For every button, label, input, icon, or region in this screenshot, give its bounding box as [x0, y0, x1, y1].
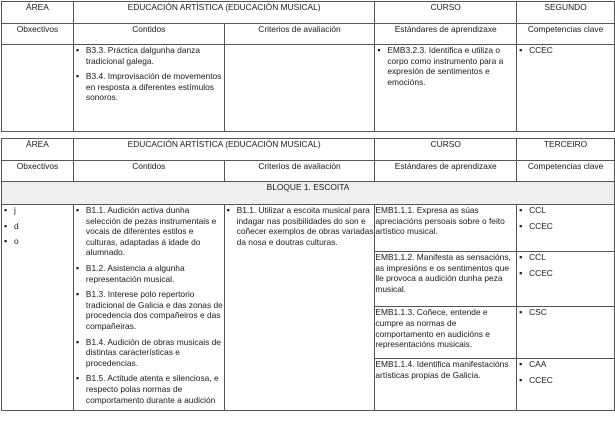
content-item: ▪ B1.5. Actitude atenta e silenciosa, e respecto polas normas de comportamento durante a audición: [74, 373, 224, 405]
standard-cell: EMB1.1.3. Coñece, entende e cumpre as normas de comportamento en audicións e representacións musicais.: [375, 307, 517, 359]
objectives-cell: [2, 205, 74, 411]
competences-cell: [517, 252, 615, 307]
contents-cell: [73, 45, 224, 132]
course-label: CURSO: [375, 139, 517, 161]
competence-item: ▪ CCEC: [517, 45, 614, 56]
competences-cell: [517, 205, 615, 252]
contents-cell: [73, 205, 224, 411]
competences-cell: [517, 359, 615, 411]
objective-item: ▪ o: [2, 236, 73, 247]
competence-item: ▪ CCEC: [517, 268, 614, 279]
standard-cell: EMB1.1.4. Identifica manifestacións artísticas propias de Galicia.: [375, 359, 517, 411]
content-item: ▪ B1.4. Audición de obras musicais de distintas características e procedencias.: [74, 337, 224, 369]
col-contents: Contidos: [73, 161, 224, 182]
column-header-row: [2, 161, 615, 182]
content-item: ▪ B1.1. Audición activa dunha selección de pezas instrumentais e vocais de diferentes estilos e culturas, adaptadas á idade do alumnado.: [74, 205, 224, 258]
col-contents: Contidos: [73, 24, 224, 45]
col-objectives: Obxectivos: [2, 161, 74, 182]
standard-item: ▪ EMB3.2.3. Identifica e utiliza o corpo como instrumento para a expresión de sentimentos e emocións.: [375, 45, 516, 87]
curriculum-table-terceiro: [1, 138, 615, 411]
content-row: [2, 45, 615, 132]
col-competences: Competencias clave: [517, 24, 615, 45]
competence-item: ▪ CCL: [517, 252, 614, 263]
course-label: CURSO: [375, 2, 517, 24]
subject-title: EDUCACIÓN ARTÍSTICA (EDUCACIÓN MUSICAL): [73, 2, 374, 24]
course-value: SEGUNDO: [517, 2, 615, 24]
criterion-item: ▪ B1.1. Utilizar a escoita musical para indagar nas posibilidades do son e coñecer exemplos de obras variadas da nosa e doutras culturas.: [225, 205, 375, 247]
col-standards: Estándares de aprendizaxe: [375, 24, 517, 45]
competences-cell: [517, 307, 615, 359]
standard-cell: EMB1.1.2. Manifesta as sensacións, as impresións e os sentimentos que lle provoca a audición dunha peza musical.: [375, 252, 517, 307]
curriculum-table-segundo: [1, 1, 615, 132]
content-item: ▪ B3.4. Improvisación de movementos en resposta a diferentes estímulos sonoros.: [74, 71, 224, 103]
block-title: BLOQUE 1. ESCOITA: [2, 182, 615, 205]
competence-item: ▪ CAA: [517, 359, 614, 370]
objective-item: ▪ d: [2, 221, 73, 232]
competence-item: ▪ CCEC: [517, 375, 614, 386]
objectives-cell: [2, 45, 74, 132]
header-row: [2, 139, 615, 161]
competence-item: ▪ CCEC: [517, 221, 614, 232]
standard-cell: EMB1.1.1. Expresa as súas apreciacións persoais sobre o feito artístico musical.: [375, 205, 517, 252]
content-item: ▪ B3.3. Práctica dalgunha danza tradicional galega.: [74, 45, 224, 66]
header-row: [2, 2, 615, 24]
content-row: [2, 205, 615, 252]
criteria-cell: [224, 205, 375, 411]
area-label: ÁREA: [2, 2, 74, 24]
content-item: ▪ B1.3. Interese polo repertorio tradicional de Galicia e das zonas de procedencia dos compañeiros e das compañeiras.: [74, 289, 224, 331]
standards-cell: [375, 45, 517, 132]
column-header-row: [2, 24, 615, 45]
objective-item: ▪ j: [2, 205, 73, 216]
competences-cell: [517, 45, 615, 132]
col-objectives: Obxectivos: [2, 24, 74, 45]
content-item: ▪ B1.2. Asistencia a algunha representación musical.: [74, 263, 224, 284]
col-competences: Competencias clave: [517, 161, 615, 182]
competence-item: ▪ CSC: [517, 307, 614, 318]
col-standards: Estándares de aprendizaxe: [375, 161, 517, 182]
subject-title: EDUCACIÓN ARTÍSTICA (EDUCACIÓN MUSICAL): [73, 139, 374, 161]
criteria-cell: [224, 45, 375, 132]
col-criteria: Criterios de avaliación: [224, 161, 375, 182]
course-value: TERCEIRO: [517, 139, 615, 161]
area-label: ÁREA: [2, 139, 74, 161]
block-row: [2, 182, 615, 205]
competence-item: ▪ CCL: [517, 205, 614, 216]
col-criteria: Criterios de avaliación: [224, 24, 375, 45]
